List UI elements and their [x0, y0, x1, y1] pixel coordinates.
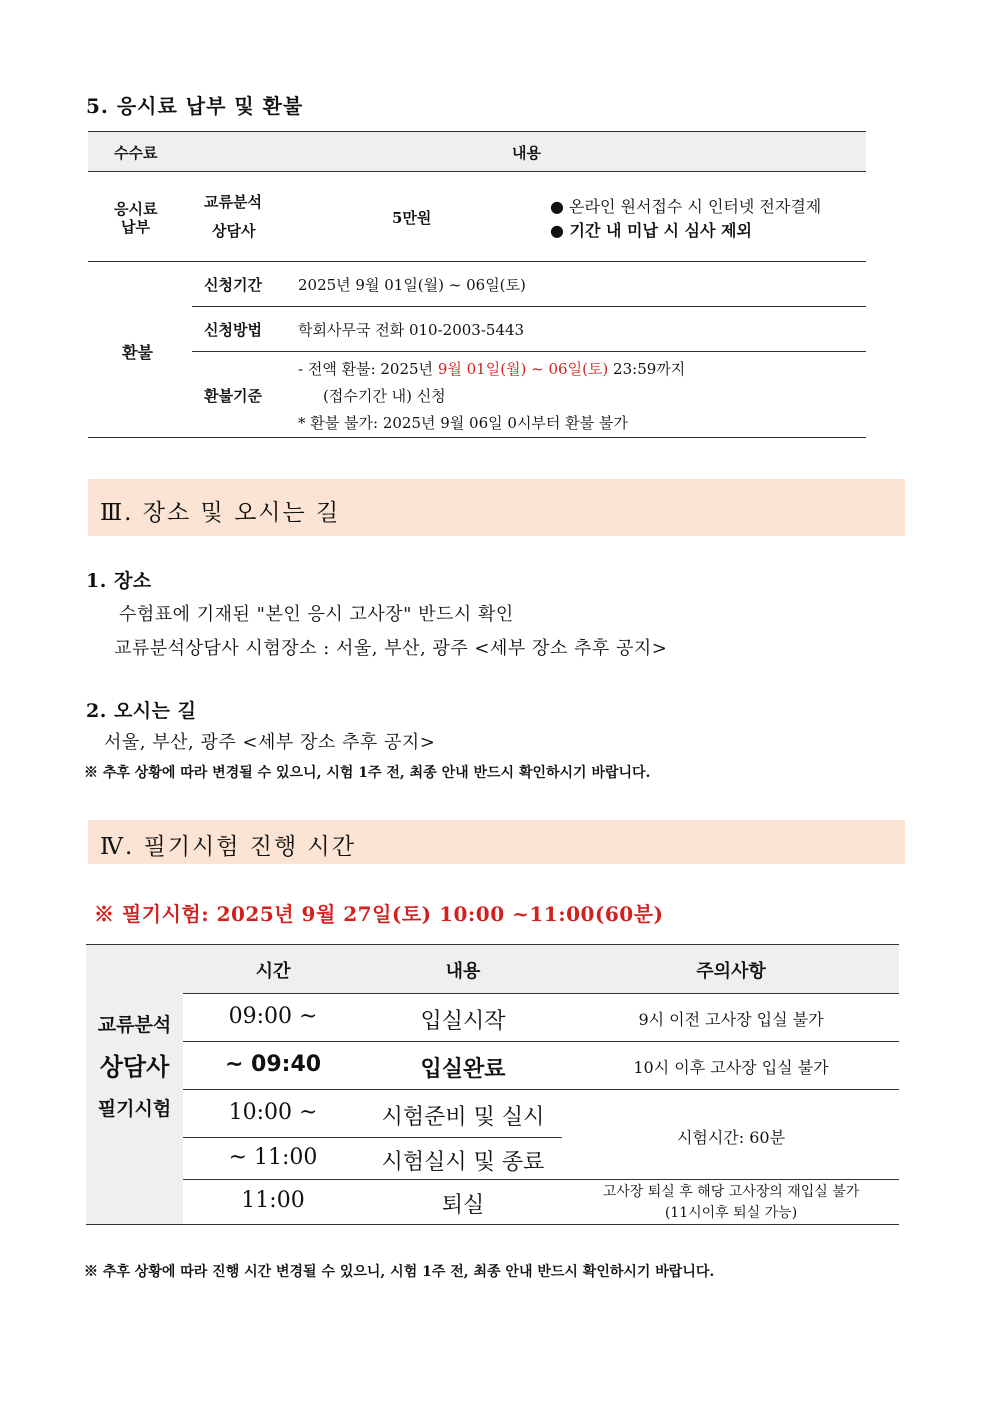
- section-4-title: Ⅳ. 필기시험 진행 시간: [100, 834, 356, 860]
- header-fee: 수수료: [114, 144, 158, 162]
- schedule-header-content: 내용: [445, 961, 481, 982]
- schedule-header-time: 시간: [255, 961, 291, 982]
- schedule-row-5-time: 11:00: [241, 1188, 305, 1213]
- schedule-table: [86, 944, 899, 1224]
- section-3-title: Ⅲ. 장소 및 오시는 길: [100, 500, 341, 526]
- exam-fee-bullet-1: ● 온라인 원서접수 시 인터넷 전자결제: [550, 197, 822, 216]
- schedule-row-5-content: 퇴실: [441, 1193, 485, 1218]
- schedule-group-line-1: 교류분석: [97, 1014, 172, 1036]
- refund-method-label: 신청방법: [204, 321, 262, 339]
- schedule-row-1-note: 9시 이전 고사장 입실 불가: [638, 1010, 824, 1029]
- schedule-group-line-3: 필기시험: [97, 1098, 172, 1120]
- header-content: 내용: [512, 144, 541, 162]
- schedule-group-line-2: 상담사: [99, 1052, 170, 1081]
- exam-fee-amount: 5만원: [392, 209, 432, 227]
- schedule-row-4-content: 시험실시 및 종료: [381, 1150, 545, 1175]
- schedule-row-4-time: ~ 11:00: [228, 1145, 318, 1170]
- refund-label: 환불: [122, 343, 153, 362]
- place-heading: 1. 장소: [86, 570, 152, 592]
- schedule-row-3-time: 10:00 ~: [228, 1100, 318, 1125]
- schedule-row-1-content: 입실시작: [420, 1009, 506, 1034]
- section-4-banner: [88, 820, 905, 864]
- schedule-row-3-note: 시험시간: 60분: [676, 1128, 786, 1147]
- exam-fee-label: 응시료: [114, 200, 158, 218]
- refund-criteria-label: 환불기준: [204, 387, 262, 405]
- refund-criteria-period: 9월 01일(월) ~ 06일(토): [437, 360, 609, 378]
- schedule-row-2-content: 입실완료: [420, 1056, 506, 1082]
- schedule-row-5-note-2: (11시이후 퇴실 가능): [664, 1205, 798, 1221]
- schedule-footer-note: ※ 추후 상황에 따라 진행 시간 변경될 수 있으니, 시험 1주 전, 최종 안내 반드시 확인하시기 바랍니다.: [84, 1264, 715, 1280]
- refund-criteria-line-3: * 환불 불가: 2025년 9월 06일 0시부터 환불 불가: [298, 414, 628, 432]
- fee-section-title: 5. 응시료 납부 및 환불: [86, 94, 304, 118]
- refund-criteria-line-2: (접수기간 내) 신청: [323, 387, 446, 405]
- refund-period-value: 2025년 9월 01일(월) ~ 06일(토): [298, 276, 526, 294]
- place-line-2: 교류분석상담사 시험장소 : 서울, 부산, 광주 <세부 장소 추후 공지>: [114, 638, 668, 659]
- fee-table-header: [88, 131, 866, 171]
- schedule-row-2-time: ~ 09:40: [224, 1052, 322, 1077]
- schedule-row-5-note: 고사장 퇴실 후 해당 고사장의 재입실 불가: [602, 1184, 860, 1200]
- refund-method-value: 학회사무국 전화 010-2003-5443: [298, 321, 525, 339]
- section-3-banner: [88, 479, 905, 536]
- refund-criteria-line-1: - 전액 환불: 2025년 9월 01일(월) ~ 06일(토) 23:59까지: [298, 360, 686, 378]
- schedule-header-note: 주의사항: [696, 961, 766, 982]
- schedule-row-2-note: 10시 이후 고사장 입실 불가: [633, 1058, 829, 1077]
- exam-fee-bullet-2: ● 기간 내 미납 시 심사 제외: [550, 221, 752, 240]
- directions-line-1: 서울, 부산, 광주 <세부 장소 추후 공지>: [104, 732, 436, 753]
- exam-fee-cert-2: 상담사: [212, 222, 256, 240]
- schedule-row-3-content: 시험준비 및 실시: [381, 1105, 545, 1130]
- refund-period-label: 신청기간: [204, 276, 262, 294]
- exam-fee-cert: 교류분석: [204, 193, 262, 211]
- directions-note: ※ 추후 상황에 따라 변경될 수 있으니, 시험 1주 전, 최종 안내 반드시 확인하시기 바랍니다.: [84, 765, 651, 781]
- exam-time-banner: ※ 필기시험: 2025년 9월 27일(토) 10:00 ~11:00(60분): [94, 902, 664, 926]
- place-line-1: 수험표에 기재된 "본인 응시 고사장" 반드시 확인: [119, 604, 514, 625]
- directions-heading: 2. 오시는 길: [86, 700, 197, 722]
- schedule-row-1-time: 09:00 ~: [228, 1004, 318, 1029]
- exam-fee-label-2: 납부: [121, 218, 150, 236]
